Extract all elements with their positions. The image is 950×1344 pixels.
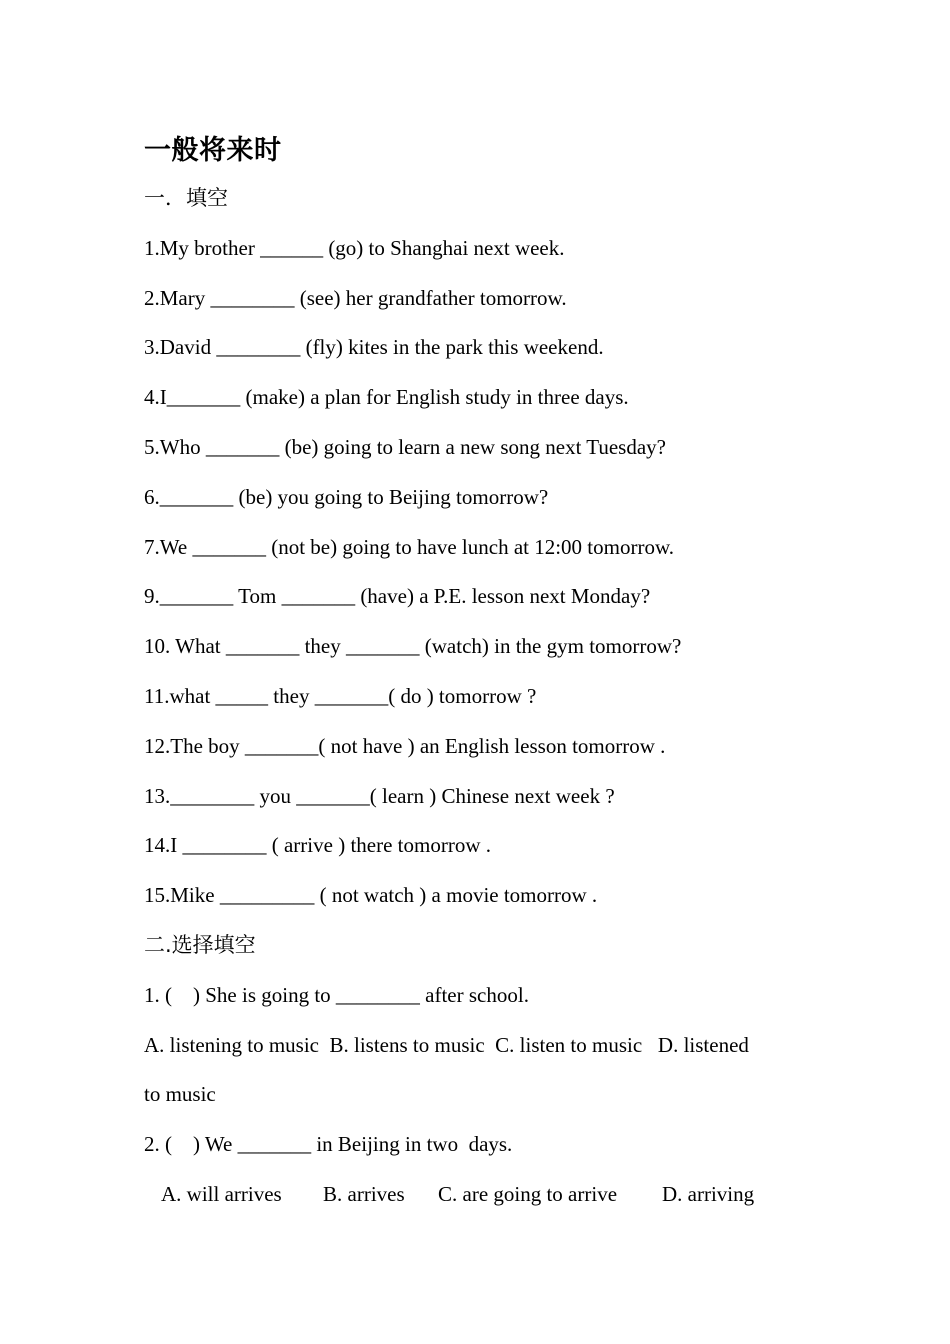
choice-question-1-options-continued: to music	[144, 1082, 216, 1107]
option-a: A. will arrives	[161, 1181, 282, 1206]
fill-in-item-6: 6._______ (be) you going to Beijing tomorrow?	[144, 484, 549, 509]
fill-in-item-4: 4.I_______ (make) a plan for English study in three days.	[144, 385, 629, 410]
option-b: B. arrives	[323, 1181, 405, 1206]
section-2-heading: 二.选择填空	[144, 932, 256, 957]
fill-in-item-1: 1.My brother ______ (go) to Shanghai next week.	[144, 235, 565, 260]
fill-in-list	[144, 224, 824, 921]
fill-in-item-2: 2.Mary ________ (see) her grandfather tomorrow.	[144, 285, 567, 310]
choice-question-2-options	[144, 1170, 824, 1220]
fill-in-item-5: 5.Who _______ (be) going to learn a new song next Tuesday?	[144, 434, 666, 459]
page-title: 一般将来时	[144, 135, 282, 166]
section-1-heading: 一．填空	[144, 186, 228, 210]
option-d: D. arriving	[662, 1181, 755, 1206]
choice-question-1-options: A. listening to music B. listens to music C. listen to music D. listened	[144, 1032, 749, 1057]
choice-question-2-stem: 2. ( ) We _______ in Beijing in two days.	[144, 1132, 513, 1157]
choice-question-2	[144, 1120, 824, 1220]
worksheet-page	[144, 128, 824, 1220]
fill-in-item-9: 9._______ Tom _______ (have) a P.E. lesson next Monday?	[144, 584, 651, 609]
fill-in-item-13: 13.________ you _______( learn ) Chinese next week ?	[144, 783, 615, 808]
fill-in-item-14: 14.I ________ ( arrive ) there tomorrow .	[144, 833, 491, 858]
fill-in-item-10: 10. What _______ they _______ (watch) in the gym tomorrow?	[144, 634, 682, 659]
choice-question-1	[144, 971, 824, 1120]
fill-in-item-11: 11.what _____ they _______( do ) tomorrow ?	[144, 683, 537, 708]
fill-in-item-7: 7.We _______ (not be) going to have lunch at 12:00 tomorrow.	[144, 534, 675, 559]
option-c: C. are going to arrive	[438, 1181, 618, 1206]
choice-question-1-stem: 1. ( ) She is going to ________ after school.	[144, 982, 529, 1007]
fill-in-item-15: 15.Mike _________ ( not watch ) a movie tomorrow .	[144, 883, 598, 908]
fill-in-item-3: 3.David ________ (fly) kites in the park this weekend.	[144, 335, 604, 360]
fill-in-item-12: 12.The boy _______( not have ) an English lesson tomorrow .	[144, 733, 666, 758]
